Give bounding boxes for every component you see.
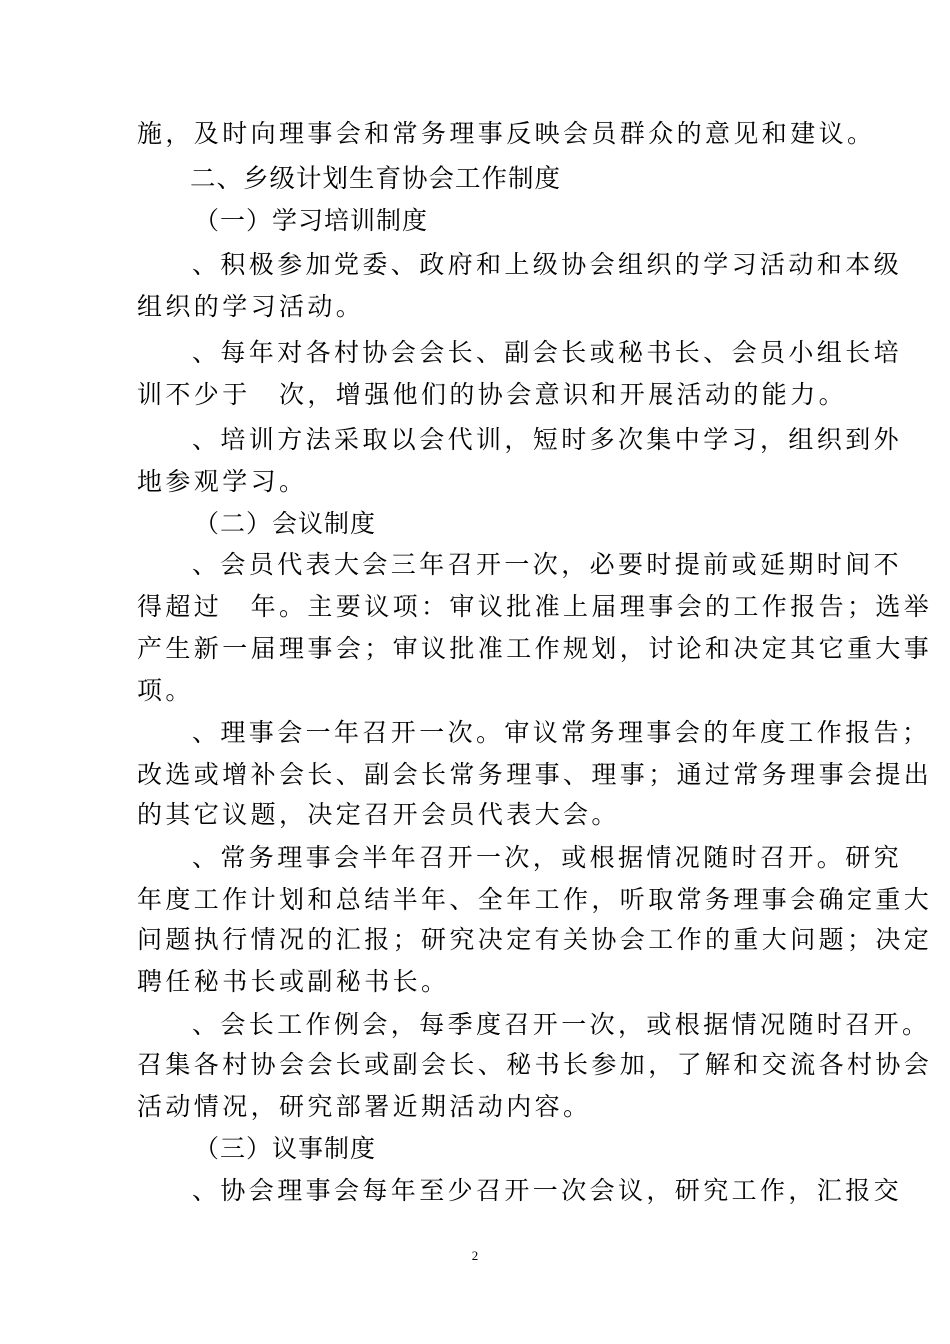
subsection-heading: （三）议事制度 (194, 1134, 377, 1163)
paragraph-line: 训不少于 次，增强他们的协会意识和开展活动的能力。 (137, 380, 848, 409)
paragraph-line: 地参观学习。 (137, 467, 308, 496)
paragraph-line: 年度工作计划和总结半年、全年工作，听取常务理事会确定重大 (137, 885, 933, 914)
paragraph-line: 、会员代表大会三年召开一次，必要时提前或延期时间不 (192, 550, 903, 579)
paragraph-line: 项。 (137, 676, 194, 705)
paragraph-line: 、协会理事会每年至少召开一次会议，研究工作，汇报交 (192, 1176, 903, 1205)
paragraph-line: 、会长工作例会，每季度召开一次，或根据情况随时召开。 (192, 1010, 931, 1039)
paragraph-line: 、每年对各村协会会长、副会长或秘书长、会员小组长培 (192, 338, 903, 367)
page-number: 2 (471, 1248, 479, 1263)
paragraph-line: 得超过 年。主要议项：审议批准上届理事会的工作报告；选举 (137, 592, 933, 621)
section-heading: 二、乡级计划生育协会工作制度 (190, 164, 562, 194)
paragraph-line: 改选或增补会长、副会长常务理事、理事；通过常务理事会提出 (137, 760, 933, 789)
paragraph-line: 聘任秘书长或副秘书长。 (137, 967, 450, 996)
paragraph-line: 、理事会一年召开一次。审议常务理事会的年度工作报告； (192, 718, 931, 747)
subsection-heading: （一）学习培训制度 (194, 206, 429, 235)
paragraph-line: 组织的学习活动。 (137, 292, 365, 321)
paragraph-line: 问题执行情况的汇报；研究决定有关协会工作的重大问题；决定 (137, 925, 933, 954)
paragraph-line: 召集各村协会会长或副会长、秘书长参加，了解和交流各村协会 (137, 1050, 933, 1079)
paragraph-line: 产生新一届理事会；审议批准工作规划，讨论和决定其它重大事 (137, 634, 933, 663)
paragraph-line: 、积极参加党委、政府和上级协会组织的学习活动和本级 (192, 250, 903, 279)
paragraph-line: 活动情况，研究部署近期活动内容。 (137, 1092, 592, 1121)
paragraph-line: 、培训方法采取以会代训，短时多次集中学习，组织到外 (192, 425, 903, 454)
paragraph-line: 的其它议题，决定召开会员代表大会。 (137, 800, 620, 829)
subsection-heading: （二）会议制度 (194, 509, 377, 538)
paragraph-line: 施，及时向理事会和常务理事反映会员群众的意见和建议。 (137, 119, 876, 148)
paragraph-line: 、常务理事会半年召开一次，或根据情况随时召开。研究 (192, 843, 903, 872)
